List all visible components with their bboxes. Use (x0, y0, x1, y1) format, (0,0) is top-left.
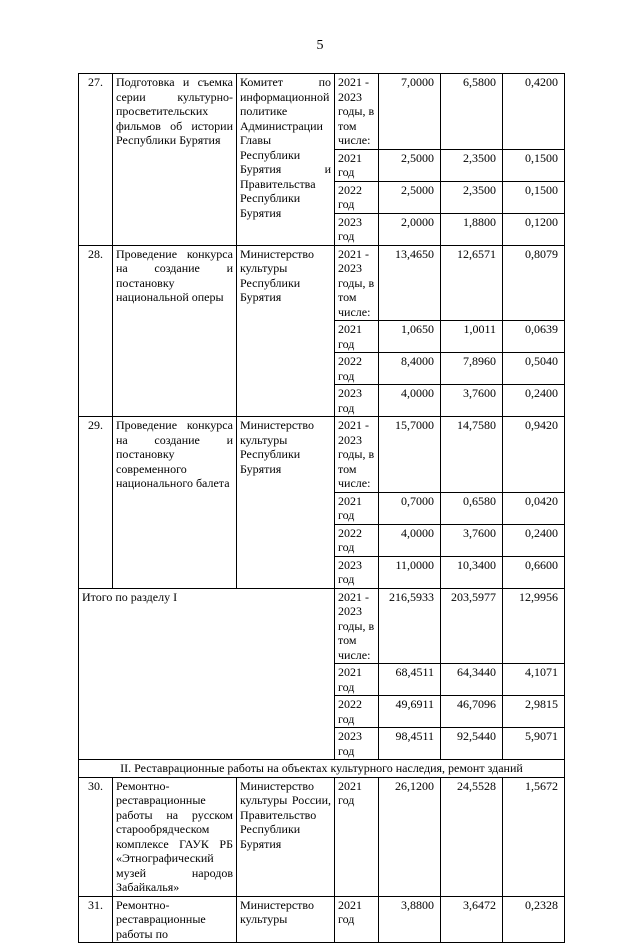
amount-total: 1,0650 (379, 321, 441, 353)
period: 2021 - 2023 годы, в том числе: (335, 417, 379, 493)
section-header-row (79, 760, 565, 778)
amount-federal: 2,3500 (441, 181, 503, 213)
activity-name: Проведение конкурса на создание и постановку современного национального балета (113, 417, 237, 589)
table-row (79, 417, 565, 493)
activity-name: Подготовка и съемка серии культурно-просветительских фильмов об истории Республики Бурятия (113, 74, 237, 246)
amount-total: 7,0000 (379, 74, 441, 150)
amount-total: 2,5000 (379, 149, 441, 181)
amount-federal: 10,3400 (441, 556, 503, 588)
activity-name: Ремонтно-реставрационные работы на русском старообрядческом комплексе ГАУК РБ «Этнографический музей народов Забайкалья» (113, 777, 237, 896)
amount-regional: 0,2400 (503, 385, 565, 417)
amount-total: 11,0000 (379, 556, 441, 588)
executor: Министерство культуры Республики Бурятия (237, 245, 335, 417)
amount-regional: 0,4200 (503, 74, 565, 150)
amount-regional: 4,1071 (503, 664, 565, 696)
executor: Министерство культуры (237, 896, 335, 943)
period: 2021 год (335, 149, 379, 181)
amount-total: 216,5933 (379, 588, 441, 664)
amount-regional: 0,2328 (503, 896, 565, 943)
amount-federal: 6,5800 (441, 74, 503, 150)
period: 2022 год (335, 696, 379, 728)
amount-regional: 5,9071 (503, 728, 565, 760)
amount-federal: 3,6472 (441, 896, 503, 943)
period: 2021 - 2023 годы, в том числе: (335, 245, 379, 321)
amount-regional: 0,5040 (503, 353, 565, 385)
amount-total: 2,0000 (379, 213, 441, 245)
table-row (79, 245, 565, 321)
period: 2022 год (335, 181, 379, 213)
amount-federal: 46,7096 (441, 696, 503, 728)
amount-total: 49,6911 (379, 696, 441, 728)
table-row (79, 74, 565, 150)
amount-total: 3,8800 (379, 896, 441, 943)
executor: Комитет по информационной политике Администрации Главы Республики Бурятия и Правительства Республики Бурятия (237, 74, 335, 246)
period: 2022 год (335, 353, 379, 385)
amount-federal: 64,3440 (441, 664, 503, 696)
amount-total: 0,7000 (379, 492, 441, 524)
amount-regional: 12,9956 (503, 588, 565, 664)
amount-regional: 0,0639 (503, 321, 565, 353)
amount-regional: 1,5672 (503, 777, 565, 896)
program-table (78, 73, 565, 943)
row-number: 28. (79, 245, 113, 417)
total-label: Итого по разделу I (79, 588, 335, 760)
amount-regional: 0,8079 (503, 245, 565, 321)
row-number: 29. (79, 417, 113, 589)
amount-regional: 0,2400 (503, 524, 565, 556)
amount-federal: 1,0011 (441, 321, 503, 353)
amount-federal: 12,6571 (441, 245, 503, 321)
amount-regional: 0,9420 (503, 417, 565, 493)
amount-total: 26,1200 (379, 777, 441, 896)
amount-total: 8,4000 (379, 353, 441, 385)
period: 2021 год (335, 492, 379, 524)
page-number: 5 (316, 38, 324, 53)
amount-regional: 0,6600 (503, 556, 565, 588)
table-row (79, 896, 565, 943)
amount-federal: 24,5528 (441, 777, 503, 896)
amount-federal: 0,6580 (441, 492, 503, 524)
activity-name: Проведение конкурса на создание и постановку национальной оперы (113, 245, 237, 417)
amount-total: 4,0000 (379, 524, 441, 556)
period: 2021 - 2023 годы, в том числе: (335, 74, 379, 150)
amount-regional: 0,1500 (503, 181, 565, 213)
period: 2021 год (335, 777, 379, 896)
table-row (79, 777, 565, 896)
row-number: 27. (79, 74, 113, 246)
amount-total: 4,0000 (379, 385, 441, 417)
period: 2022 год (335, 524, 379, 556)
amount-total: 98,4511 (379, 728, 441, 760)
amount-total: 2,5000 (379, 181, 441, 213)
amount-total: 68,4511 (379, 664, 441, 696)
amount-federal: 92,5440 (441, 728, 503, 760)
period: 2023 год (335, 385, 379, 417)
amount-federal: 2,3500 (441, 149, 503, 181)
period: 2023 год (335, 728, 379, 760)
period: 2021 год (335, 896, 379, 943)
executor: Министерство культуры Республики Бурятия (237, 417, 335, 589)
section-title: II. Реставрационные работы на объектах культурного наследия, ремонт зданий (79, 760, 565, 778)
amount-regional: 0,1200 (503, 213, 565, 245)
amount-total: 13,4650 (379, 245, 441, 321)
total-row (79, 588, 565, 664)
row-number: 31. (79, 896, 113, 943)
amount-regional: 0,1500 (503, 149, 565, 181)
row-number: 30. (79, 777, 113, 896)
period: 2021 - 2023 годы, в том числе: (335, 588, 379, 664)
amount-regional: 2,9815 (503, 696, 565, 728)
amount-federal: 3,7600 (441, 385, 503, 417)
amount-regional: 0,0420 (503, 492, 565, 524)
amount-federal: 7,8960 (441, 353, 503, 385)
amount-federal: 3,7600 (441, 524, 503, 556)
executor: Министерство культуры России, Правительство Республики Бурятия (237, 777, 335, 896)
amount-federal: 1,8800 (441, 213, 503, 245)
period: 2023 год (335, 213, 379, 245)
amount-total: 15,7000 (379, 417, 441, 493)
activity-name: Ремонтно-реставрационные работы по (113, 896, 237, 943)
period: 2021 год (335, 321, 379, 353)
amount-federal: 203,5977 (441, 588, 503, 664)
amount-federal: 14,7580 (441, 417, 503, 493)
period: 2023 год (335, 556, 379, 588)
period: 2021 год (335, 664, 379, 696)
